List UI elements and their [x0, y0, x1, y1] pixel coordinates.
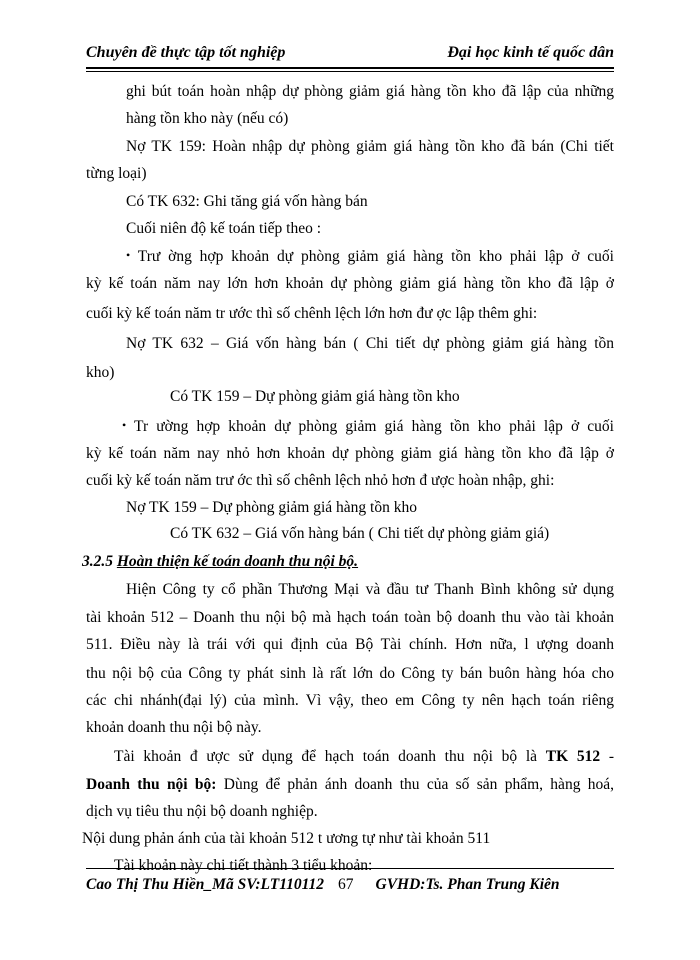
text-segment: -	[600, 748, 614, 765]
text-line: kỳ kế toán năm nay lớn hơn khoản dự phòng giảm giá hàng tồn kho đã lập ở	[86, 275, 614, 292]
account-code: TK 512	[545, 748, 601, 765]
text-line: ghi bút toán hoàn nhập dự phòng giảm giá hàng tồn kho đã lập của những	[126, 83, 614, 100]
footer-advisor: GVHD:Ts. Phan Trung Kiên	[375, 876, 560, 893]
text-line: Có TK 632: Ghi tăng giá vốn hàng bán	[126, 193, 368, 210]
text-line: Nội dung phản ánh của tài khoản 512 t ương tự như tài khoản 511	[82, 830, 491, 847]
bullet-paragraph-line	[126, 245, 614, 267]
text-line: Nợ TK 159: Hoàn nhập dự phòng giảm giá hàng tồn kho đã bán (Chi tiết	[126, 138, 614, 155]
text-line: kỳ kế toán năm nay nhỏ hơn khoản dự phòng giảm giá hàng tồn kho đã lập ở	[86, 445, 614, 462]
section-heading	[82, 552, 358, 572]
page-footer	[86, 868, 614, 898]
text-line: cuối kỳ kế toán năm trư ớc thì số chênh lệch nhỏ hơn đ ược hoàn nhập, ghi:	[86, 472, 555, 489]
page-header	[86, 38, 614, 68]
text-line: Có TK 632 – Giá vốn hàng bán ( Chi tiết dự phòng giảm giá)	[170, 525, 550, 542]
header-right-title: Đại học kinh tế quốc dân	[447, 44, 614, 61]
account-name: Doanh thu nội bộ:	[86, 776, 217, 793]
mixed-text-line	[86, 775, 614, 795]
text-segment: Dùng để phản ánh doanh thu của số sản phẩm, hàng hoá,	[216, 776, 614, 793]
text-segment: Tài khoản đ ược sử dụng để hạch toán doanh thu nội bộ là	[114, 748, 538, 765]
bullet-icon: •	[126, 248, 131, 262]
text-line: kho)	[86, 364, 115, 381]
text-line: dịch vụ tiêu thu nội bộ doanh nghiệp.	[86, 803, 318, 820]
text-line: 511. Điều này là trái với qui định của Bộ Tài chính. Hơn nữa, l ượng doanh	[86, 636, 614, 653]
text-line: khoản doanh thu nội bộ này.	[86, 719, 262, 736]
page-number: 67	[338, 876, 354, 893]
bullet-paragraph-line	[122, 415, 614, 437]
text-line: Nợ TK 632 – Giá vốn hàng bán ( Chi tiết dự phòng giảm giá hàng tồn	[126, 335, 614, 352]
text-line: Nợ TK 159 – Dự phòng giảm giá hàng tồn kho	[126, 499, 417, 516]
footer-author: Cao Thị Thu Hiền_Mã SV:LT110112	[86, 876, 325, 893]
header-rule-thin	[86, 71, 614, 72]
text-line: hàng tồn kho này (nếu có)	[126, 110, 289, 127]
header-rule-thick	[86, 67, 614, 69]
text-line: cuối kỳ kế toán năm tr ước thì số chênh lệch lớn hơn đư ợc lập thêm ghi:	[86, 305, 538, 322]
text-line: Có TK 159 – Dự phòng giảm giá hàng tồn kho	[170, 388, 460, 405]
text-line: Tr ường hợp khoản dự phòng giảm giá hàng tồn kho phải lập ở cuối	[134, 418, 614, 435]
text-line: thu nội bộ của Công ty phát sinh là rất lớn do Công ty bán buôn hàng hóa cho	[86, 665, 614, 682]
footer-rule	[86, 868, 614, 869]
text-line: các chi nhánh(đại lý) của mình. Vì vậy, theo em Công ty nên hạch toán riêng	[86, 692, 614, 709]
mixed-text-line	[114, 747, 614, 767]
text-line: tài khoản 512 – Doanh thu nội bộ mà hạch toán toàn bộ doanh thu vào tài khoản	[86, 609, 614, 626]
text-line: từng loại)	[86, 165, 147, 182]
header-left-title: Chuyên đề thực tập tốt nghiệp	[86, 44, 286, 61]
text-line: Cuối niên độ kế toán tiếp theo :	[126, 220, 322, 237]
bullet-icon: •	[122, 418, 127, 432]
text-line: Tài khoản này chi tiết thành 3 tiểu khoản:	[114, 857, 373, 874]
footer-text	[86, 876, 560, 894]
text-line: Trư ờng hợp khoản dự phòng giảm giá hàng tồn kho phải lập ở cuối	[137, 248, 614, 265]
section-number: 3.2.5	[82, 553, 113, 570]
text-line: Hiện Công ty cổ phần Thương Mại và đầu tư Thanh Bình không sử dụng	[126, 581, 614, 598]
section-title: Hoàn thiện kế toán doanh thu nội bộ.	[116, 553, 359, 570]
